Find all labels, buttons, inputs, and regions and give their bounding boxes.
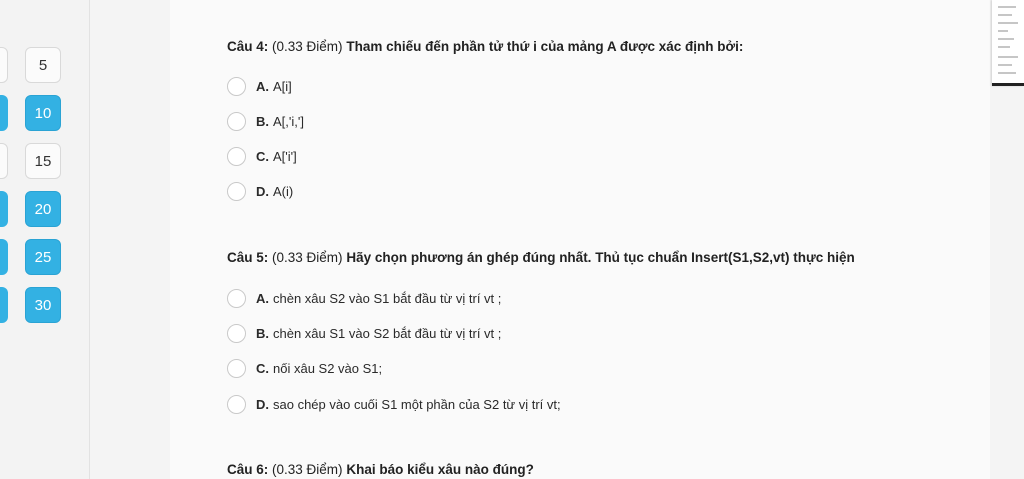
radio-button[interactable] <box>227 112 246 131</box>
option-text: A['i'] <box>273 149 297 164</box>
thumbnail-line <box>998 56 1018 58</box>
thumbnail-line <box>998 64 1012 66</box>
question-nav-item-20[interactable]: 20 <box>25 191 61 227</box>
page-thumbnail[interactable] <box>992 0 1024 86</box>
thumbnail-line <box>998 38 1014 40</box>
question-title-4 <box>227 39 743 54</box>
question-text: Khai báo kiểu xâu nào đúng? <box>346 462 534 477</box>
question-number: Câu 6: <box>227 462 269 477</box>
question-nav-edge <box>0 191 8 227</box>
q4-option-c[interactable] <box>227 147 297 166</box>
radio-button[interactable] <box>227 182 246 201</box>
option-letter: A. <box>256 291 269 306</box>
option-text: sao chép vào cuối S1 một phần của S2 từ vị trí vt; <box>273 397 561 412</box>
question-points: (0.33 Điểm) <box>272 250 343 265</box>
option-letter: D. <box>256 397 269 412</box>
question-nav-edge <box>0 47 8 83</box>
question-points: (0.33 Điểm) <box>272 39 343 54</box>
thumbnail-line <box>998 14 1012 16</box>
q5-option-c[interactable] <box>227 359 382 378</box>
option-letter: D. <box>256 184 269 199</box>
option-text: A[i] <box>273 79 292 94</box>
question-nav-item-25[interactable]: 25 <box>25 239 61 275</box>
question-number: Câu 4: <box>227 39 269 54</box>
thumbnail-line <box>998 22 1018 24</box>
option-letter: B. <box>256 326 269 341</box>
thumbnail-line <box>998 46 1010 48</box>
option-text: A(i) <box>273 184 294 199</box>
question-nav-edge <box>0 287 8 323</box>
option-letter: A. <box>256 79 269 94</box>
radio-button[interactable] <box>227 147 246 166</box>
question-nav-item-5[interactable]: 5 <box>25 47 61 83</box>
q4-option-d[interactable] <box>227 182 293 201</box>
question-text: Hãy chọn phương án ghép đúng nhất. Thủ tục chuẩn Insert(S1,S2,vt) thực hiện <box>346 250 855 265</box>
question-points: (0.33 Điểm) <box>272 462 343 477</box>
question-title-6 <box>227 462 534 477</box>
option-text: chèn xâu S1 vào S2 bắt đầu từ vị trí vt ; <box>273 326 502 341</box>
option-text: nối xâu S2 vào S1; <box>273 361 383 376</box>
option-text: chèn xâu S2 vào S1 bắt đầu từ vị trí vt ; <box>273 291 502 306</box>
q5-option-b[interactable] <box>227 324 501 343</box>
question-nav-item-10[interactable]: 10 <box>25 95 61 131</box>
option-text: A[,'i,'] <box>273 114 304 129</box>
option-letter: C. <box>256 361 269 376</box>
question-nav-edge <box>0 95 8 131</box>
option-letter: C. <box>256 149 269 164</box>
radio-button[interactable] <box>227 289 246 308</box>
q4-option-b[interactable] <box>227 112 304 131</box>
question-title-5 <box>227 250 855 265</box>
q4-option-a[interactable] <box>227 77 292 96</box>
thumbnail-line <box>998 6 1016 8</box>
radio-button[interactable] <box>227 324 246 343</box>
question-text: Tham chiếu đến phần tử thứ i của mảng A được xác định bởi: <box>346 39 744 54</box>
question-nav-edge <box>0 143 8 179</box>
question-nav-item-30[interactable]: 30 <box>25 287 61 323</box>
option-letter: B. <box>256 114 269 129</box>
thumbnail-line <box>998 72 1016 74</box>
q5-option-d[interactable] <box>227 395 561 414</box>
question-nav-edge <box>0 239 8 275</box>
q5-option-a[interactable] <box>227 289 501 308</box>
question-nav-item-15[interactable]: 15 <box>25 143 61 179</box>
thumbnail-line <box>998 30 1008 32</box>
question-content <box>170 0 990 479</box>
question-number: Câu 5: <box>227 250 269 265</box>
radio-button[interactable] <box>227 395 246 414</box>
question-navigator <box>0 0 90 479</box>
radio-button[interactable] <box>227 359 246 378</box>
radio-button[interactable] <box>227 77 246 96</box>
